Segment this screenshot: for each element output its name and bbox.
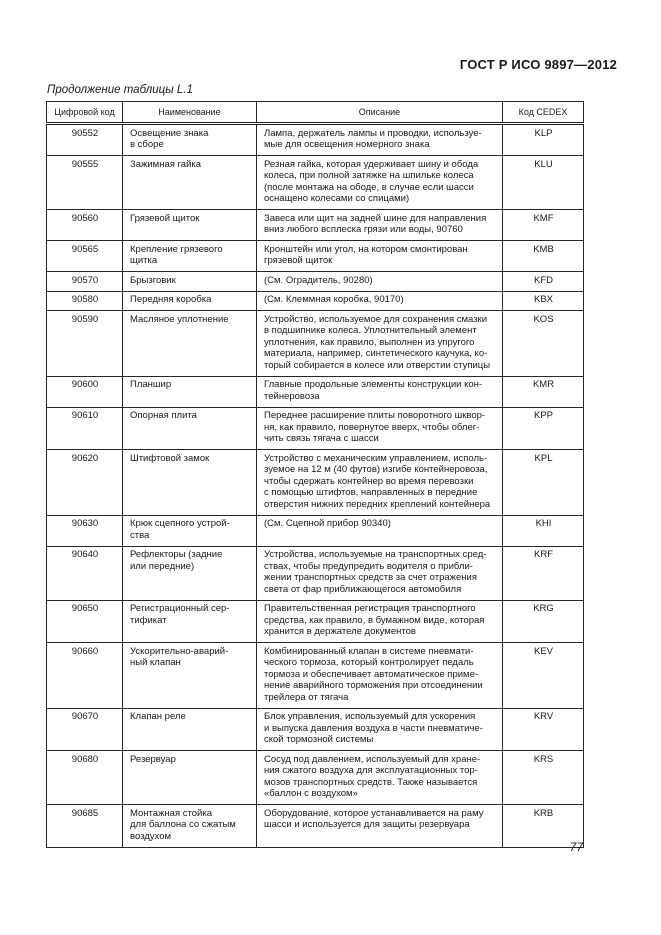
cell-name: Монтажная стойка для баллона со сжатым воздухом — [123, 805, 257, 848]
cell-description: Оборудование, которое устанавливается на раму шасси и используется для защиты резервуара — [257, 805, 503, 848]
cell-name: Масляное уплотнение — [123, 311, 257, 377]
cell-description: Устройство с механическим управлением, исполь- зуемое на 12 м (40 футов) изгибе контейнеровоза, чтобы сдержать контейнер во время перевозки с помощью штифтов, направленных в передние отверстия нижних передних креплений контейнера — [257, 450, 503, 516]
cell-cedex: KHI — [503, 515, 584, 546]
cell-name: Передняя коробка — [123, 291, 257, 311]
table-row — [47, 124, 584, 156]
table-caption: Продолжение таблицы L.1 — [47, 84, 193, 96]
cell-code: 90570 — [47, 272, 123, 292]
table-row — [47, 241, 584, 272]
cell-name: Клапан реле — [123, 708, 257, 751]
table-row — [47, 515, 584, 546]
table-row — [47, 450, 584, 516]
cell-cedex: KMB — [503, 241, 584, 272]
standard-header: ГОСТ Р ИСО 9897—2012 — [459, 57, 617, 72]
cell-name: Регистрационный сер- тификат — [123, 600, 257, 643]
cell-name: Крюк сцепного устрой- ства — [123, 515, 257, 546]
cell-name: Ускорительно-аварий- ный клапан — [123, 643, 257, 709]
parts-table — [46, 101, 584, 848]
table-row — [47, 600, 584, 643]
cell-name: Штифтовой замок — [123, 450, 257, 516]
cell-cedex: KRV — [503, 708, 584, 751]
table-row — [47, 751, 584, 805]
table-row — [47, 708, 584, 751]
cell-code: 90580 — [47, 291, 123, 311]
cell-cedex: KMR — [503, 376, 584, 407]
cell-code: 90650 — [47, 600, 123, 643]
cell-cedex: KRG — [503, 600, 584, 643]
cell-cedex: KPP — [503, 407, 584, 450]
cell-name: Освещение знака в сборе — [123, 124, 257, 156]
cell-cedex: KBX — [503, 291, 584, 311]
cell-cedex: KEV — [503, 643, 584, 709]
column-header-description: Описание — [257, 102, 503, 124]
cell-code: 90610 — [47, 407, 123, 450]
cell-description: Переднее расширение плиты поворотного шквор- ня, как правило, повернутое вверх, чтобы облег- чить связь тягача с шасси — [257, 407, 503, 450]
column-header-cedex: Код CEDEX — [503, 102, 584, 124]
table-body — [47, 124, 584, 848]
cell-description: (См. Клеммная коробка, 90170) — [257, 291, 503, 311]
cell-description: Блок управления, используемый для ускорения и выпуска давления воздуха в части пневматиче- ской тормозной системы — [257, 708, 503, 751]
table-row — [47, 156, 584, 210]
table-row — [47, 376, 584, 407]
table-row — [47, 311, 584, 377]
cell-description: Комбинированный клапан в системе пневмати- ческого тормоза, который контролирует педаль тормоза и обеспечивает автоматическое приме- нение аварийного торможения при отсоединении трейлера от тягача — [257, 643, 503, 709]
cell-name: Опорная плита — [123, 407, 257, 450]
table-row — [47, 407, 584, 450]
page-number: 77 — [569, 840, 583, 854]
cell-description: Сосуд под давлением, используемый для хране- ния сжатого воздуха для эксплуатационных тор- мозов транспортных средств. Также называется «баллон с воздухом» — [257, 751, 503, 805]
cell-name: Зажимная гайка — [123, 156, 257, 210]
cell-cedex: KFD — [503, 272, 584, 292]
table-row — [47, 643, 584, 709]
table-row — [47, 210, 584, 241]
cell-description: (См. Оградитель, 90280) — [257, 272, 503, 292]
cell-name: Рефлекторы (задние или передние) — [123, 546, 257, 600]
cell-cedex: KLP — [503, 124, 584, 156]
cell-name: Брызговик — [123, 272, 257, 292]
cell-cedex: KRS — [503, 751, 584, 805]
cell-name: Планшир — [123, 376, 257, 407]
cell-description: Завеса или щит на задней шине для направления вниз любого всплеска грязи или воды, 90760 — [257, 210, 503, 241]
cell-name: Резервуар — [123, 751, 257, 805]
cell-cedex: KPL — [503, 450, 584, 516]
cell-description: Устройства, используемые на транспортных сред- ствах, чтобы предупредить водителя о прибли- жении транспортных средств за счет отражения света от фар приближающегося автомобиля — [257, 546, 503, 600]
cell-code: 90680 — [47, 751, 123, 805]
table-header-row — [47, 102, 584, 124]
cell-code: 90560 — [47, 210, 123, 241]
cell-code: 90620 — [47, 450, 123, 516]
table-row — [47, 291, 584, 311]
column-header-name: Наименование — [123, 102, 257, 124]
cell-code: 90630 — [47, 515, 123, 546]
cell-code: 90565 — [47, 241, 123, 272]
cell-cedex: KOS — [503, 311, 584, 377]
cell-cedex: KRB — [503, 805, 584, 848]
cell-code: 90640 — [47, 546, 123, 600]
cell-cedex: KMF — [503, 210, 584, 241]
cell-name: Крепление грязевого щитка — [123, 241, 257, 272]
cell-code: 90555 — [47, 156, 123, 210]
cell-code: 90670 — [47, 708, 123, 751]
cell-description: Лампа, держатель лампы и проводки, используе- мые для освещения номерного знака — [257, 124, 503, 156]
cell-name: Грязевой щиток — [123, 210, 257, 241]
table-row — [47, 546, 584, 600]
cell-code: 90660 — [47, 643, 123, 709]
cell-description: Правительственная регистрация транспортного средства, как правило, в бумажном виде, которая хранится в держателе документов — [257, 600, 503, 643]
table-header — [47, 102, 584, 124]
cell-description: Резная гайка, которая удерживает шину и обода колеса, при полной затяжке на шпильке колеса (после монтажа на ободе, в случае если шасси оснащено колесами со спицами) — [257, 156, 503, 210]
cell-description: (См. Сцепной прибор 90340) — [257, 515, 503, 546]
cell-code: 90552 — [47, 124, 123, 156]
cell-cedex: KRF — [503, 546, 584, 600]
cell-description: Кронштейн или угол, на котором смонтирован грязевой щиток — [257, 241, 503, 272]
cell-description: Главные продольные элементы конструкции кон- тейнеровоза — [257, 376, 503, 407]
cell-code: 90685 — [47, 805, 123, 848]
column-header-code: Цифровой код — [47, 102, 123, 124]
cell-code: 90600 — [47, 376, 123, 407]
table-row — [47, 272, 584, 292]
cell-cedex: KLU — [503, 156, 584, 210]
cell-description: Устройство, используемое для сохранения смазки в подшипнике колеса. Уплотнительный элемент уплотнения, как правило, выполнен из упругого материала, например, синтетического каучука, ко- торый собирается в колесе или отверстии ступицы — [257, 311, 503, 377]
cell-code: 90590 — [47, 311, 123, 377]
